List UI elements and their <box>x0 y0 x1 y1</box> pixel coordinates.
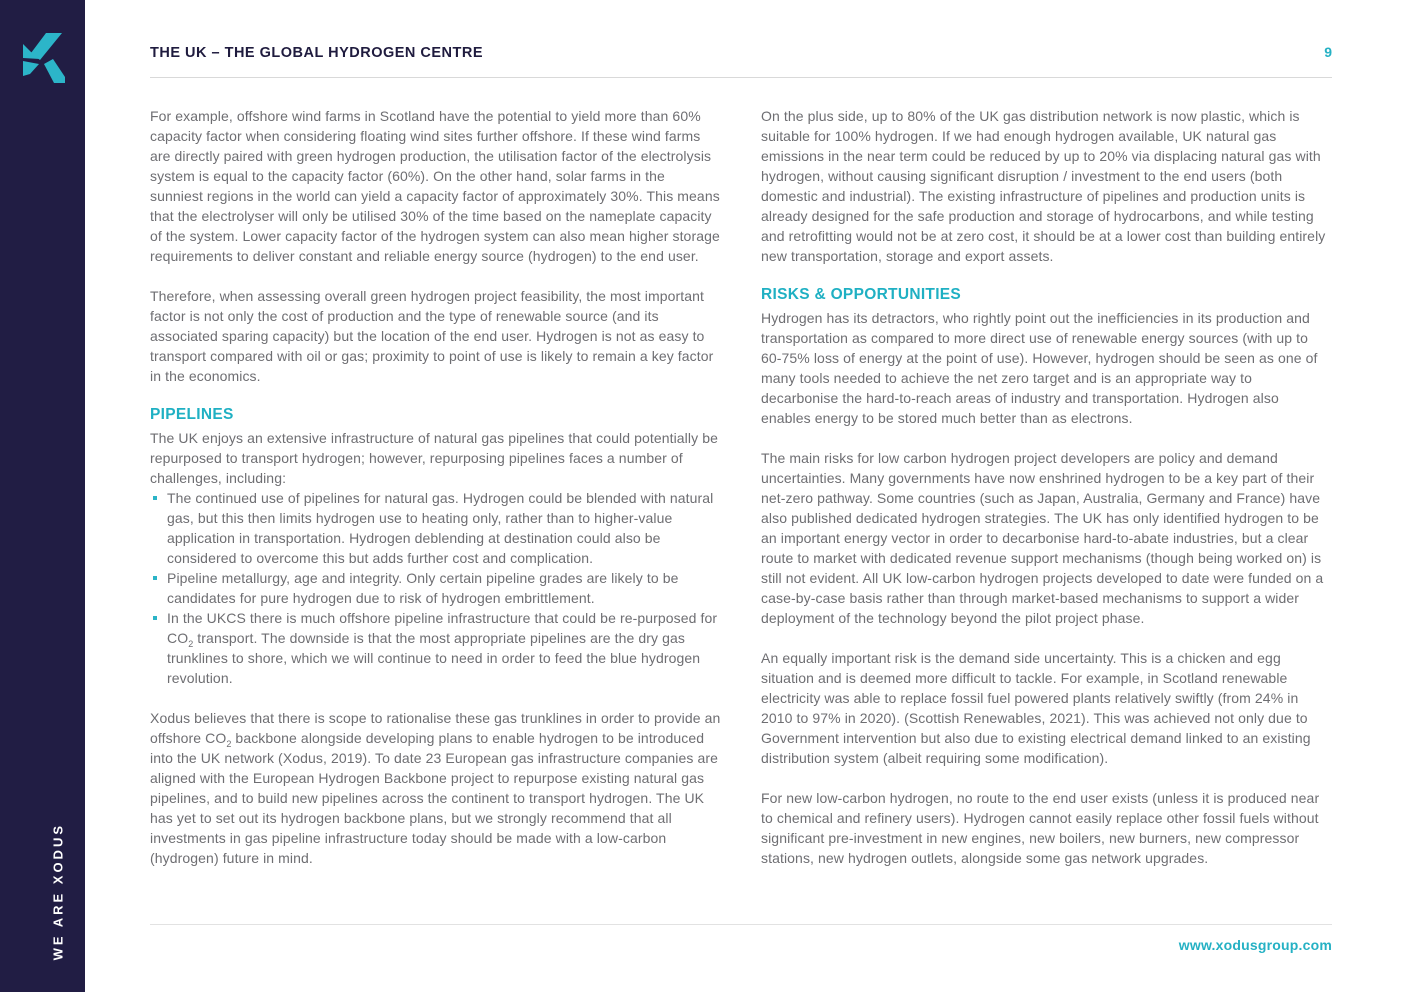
challenges-bullet-list <box>150 488 721 688</box>
section-heading-pipelines: PIPELINES <box>150 406 234 423</box>
left-column <box>150 106 721 888</box>
bullet-item <box>150 568 721 608</box>
paragraph: The UK enjoys an extensive infrastructure of natural gas pipelines that could potentially be repurposed to transport hydrogen; however, repurposing pipelines faces a number of challenges, including: <box>150 430 718 486</box>
right-column <box>761 106 1332 888</box>
bullet-text: transport. The downside is that the most appropriate pipelines are the dry gas trunklines to shore, which we will continue to need in order to feed the blue hydrogen revolution. <box>167 630 701 686</box>
paragraph-text: Xodus believes that there is scope to rationalise these gas trunklines in order to provide an offshore CO <box>150 710 721 746</box>
paragraph <box>150 708 721 868</box>
sidebar-vertical-tagline: WE ARE XODUS <box>50 822 65 960</box>
page-number: 9 <box>1324 44 1332 60</box>
bullet-item <box>150 608 721 688</box>
page-footer <box>150 924 1332 955</box>
page-title: THE UK – THE GLOBAL HYDROGEN CENTRE <box>150 45 484 61</box>
paragraph: For new low-carbon hydrogen, no route to the end user exists (unless it is produced near to chemical and refinery users). Hydrogen cannot easily replace other fossil fuels without significant pre-investment in new engines, new boilers, new burners, new compressor stations, new hydrogen outlets, alongside some gas network upgrades. <box>761 790 1320 866</box>
xodus-logo-icon <box>23 33 65 83</box>
paragraph-text: backbone alongside developing plans to enable hydrogen to be introduced into the UK network (Xodus, 2019). To date 23 European gas infrastructure companies are aligned with the European Hydrogen Backbone project to repurpose existing natural gas pipelines, and to build new pipelines across the continent to transport hydrogen. The UK has yet to set out its hydrogen backbone plans, but we strongly recommend that all investments in gas pipeline infrastructure today should be made with a low-carbon (hydrogen) future in mind. <box>150 730 718 866</box>
bullet-text: Pipeline metallurgy, age and integrity. Only certain pipeline grades are likely to be candidates for pure hydrogen due to risk of hydrogen embrittlement. <box>167 570 679 606</box>
section-heading-risks-opportunities: RISKS & OPPORTUNITIES <box>761 286 962 303</box>
sidebar <box>0 0 85 992</box>
bullet-item <box>150 488 721 568</box>
paragraph: For example, offshore wind farms in Scotland have the potential to yield more than 60% capacity factor when considering floating wind sites further offshore. If these wind farms are directly paired with green hydrogen production, the utilisation factor of the electrolysis system is equal to the capacity factor (60%). On the other hand, solar farms in the sunniest regions in the world can yield a capacity factor of approximately 30%. This means that the electrolyser will only be utilised 30% of the time based on the nameplate capacity of the system. Lower capacity factor of the hydrogen system can also mean higher storage requirements to deliver constant and reliable energy source (hydrogen) to the end user. <box>150 108 720 264</box>
bullet-text: The continued use of pipelines for natural gas. Hydrogen could be blended with natural gas, but this then limits hydrogen use to heating only, rather than to higher-value application in transportation. Hydrogen deblending at destination could also be considered to overcome this but adds further cost and complication. <box>167 490 714 566</box>
paragraph: The main risks for low carbon hydrogen project developers are policy and demand uncertainties. Many governments have now enshrined hydrogen to be a key part of their net-zero pathway. Some countries (such as Japan, Australia, Germany and France) have also published dedicated hydrogen strategies. The UK has only identified hydrogen to be an important energy vector in order to decarbonise hard-to-abate industries, but a clear route to market with dedicated revenue support mechanisms (though being worked on) is still not evident. All UK low-carbon hydrogen projects developed to date were funded on a case-by-case basis rather than through market-based mechanisms to support a wider deployment of the technology beyond the pilot project phase. <box>761 450 1324 626</box>
two-column-body <box>150 106 1332 888</box>
co2-subscript: 2 <box>188 638 194 649</box>
website-link[interactable]: www.xodusgroup.com <box>1178 937 1332 953</box>
paragraph: Therefore, when assessing overall green hydrogen project feasibility, the most important factor is not only the cost of production and the type of renewable source (and its associated sparing capacity) but the location of the end user. Hydrogen is not as easy to transport compared with oil or gas; proximity to point of use is likely to remain a key factor in the economics. <box>150 288 714 384</box>
paragraph: Hydrogen has its detractors, who rightly point out the inefficiencies in its production and transportation as compared to more direct use of renewable energy sources (with up to 60-75% loss of energy at the point of use). However, hydrogen should be seen as one of many tools needed to achieve the net zero target and is an appropriate way to decarbonise the hard-to-reach areas of industry and transportation. Hydrogen also enables energy to be stored much better than as electrons. <box>761 310 1318 426</box>
paragraph: On the plus side, up to 80% of the UK gas distribution network is now plastic, which is suitable for 100% hydrogen. If we had enough hydrogen available, UK natural gas emissions in the near term could be reduced by up to 20% via displacing natural gas with hydrogen, without causing significant disruption / investment to the end users (both domestic and industrial). The existing infrastructure of pipelines and production units is already designed for the safe production and storage of hydrocarbons, and while testing and retrofitting would not be at zero cost, it should be at a lower cost than building entirely new transportation, storage and export assets. <box>761 108 1326 264</box>
bullet-text: In the UKCS there is much offshore pipeline infrastructure that could be re-purposed for CO <box>167 610 718 646</box>
co2-subscript: 2 <box>226 738 232 749</box>
paragraph: An equally important risk is the demand side uncertainty. This is a chicken and egg situation and is deemed more difficult to tackle. For example, in Scotland renewable electricity was able to replace fossil fuel powered plants relatively swiftly (from 24% in 2010 to 97% in 2020). (Scottish Renewables, 2021). This was achieved not only due to Government intervention but also due to existing electrical demand linked to an existing distribution system (albeit requiring some modification). <box>761 650 1311 766</box>
document-page <box>85 0 1403 992</box>
page-header <box>150 44 1332 78</box>
